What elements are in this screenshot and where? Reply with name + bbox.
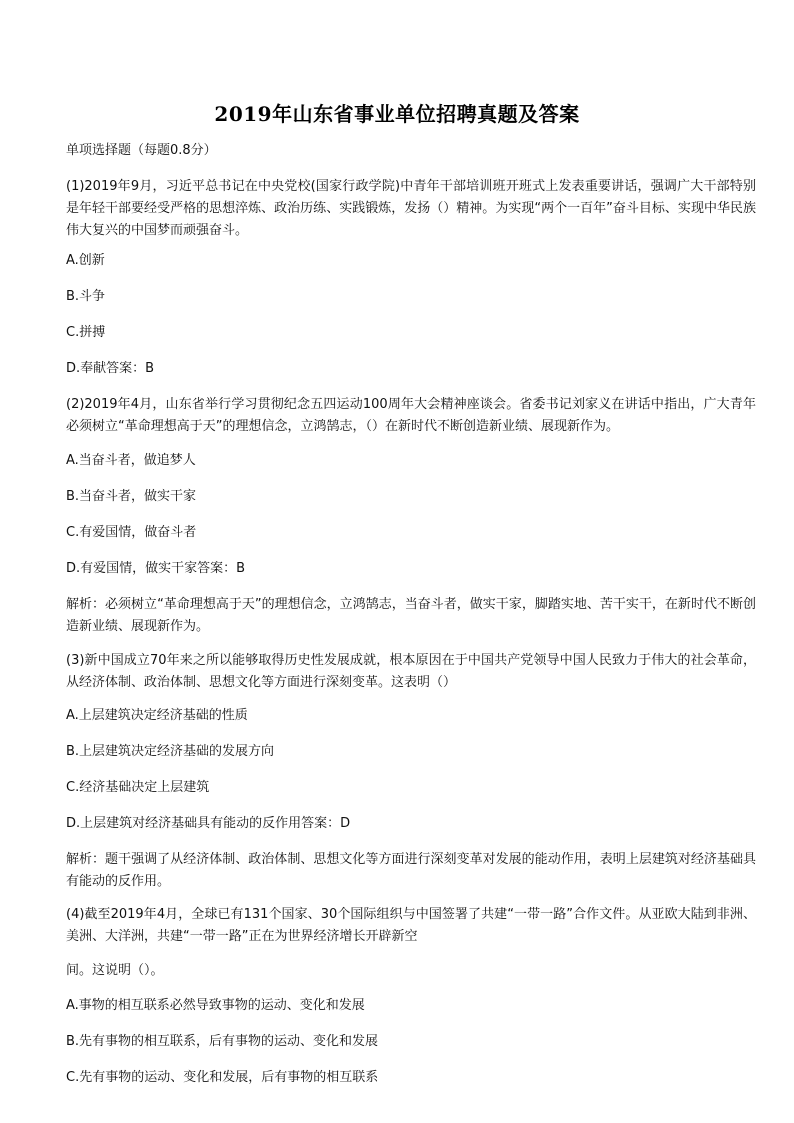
- question-2-stem: (2)2019年4月，山东省举行学习贯彻纪念五四运动100周年大会精神座谈会。省委书记刘家义在讲话中指出，广大青年必须树立“革命理想高于天”的理想信念，立鸿鹄志，（）在新时代不断创造新业绩、展现新作为。: [66, 397, 756, 434]
- question-3-stem: (3)新中国成立70年来之所以能够取得历史性发展成就，根本原因在于中国共产党领导中国人民致力于伟大的社会革命，从经济体制、政治体制、思想文化等方面进行深刻变革。这表明（）: [66, 653, 756, 690]
- question-2-option-a: A.当奋斗者，做追梦人: [66, 453, 196, 468]
- question-2-option-b: B.当奋斗者，做实干家: [66, 489, 197, 504]
- question-3-option-d-answer: D.上层建筑对经济基础具有能动的反作用答案：D: [66, 816, 351, 831]
- question-2-analysis: 解析：必须树立“革命理想高于天”的理想信念，立鸿鹄志，当奋斗者，做实干家，脚踏实地、苦干实干，在新时代不断创造新业绩、展现新作为。: [66, 597, 756, 634]
- question-3-option-a: A.上层建筑决定经济基础的性质: [66, 708, 248, 723]
- question-4-option-b: B.先有事物的相互联系，后有事物的运动、变化和发展: [66, 1034, 379, 1049]
- question-3-analysis: 解析：题干强调了从经济体制、政治体制、思想文化等方面进行深刻变革对发展的能动作用，表明上层建筑对经济基础具有能动的反作用。: [66, 852, 756, 889]
- question-2-option-c: C.有爱国情，做奋斗者: [66, 525, 197, 540]
- question-4-option-a: A.事物的相互联系必然导致事物的运动、变化和发展: [66, 998, 365, 1013]
- section-heading: 单项选择题（每题0.8分）: [66, 143, 217, 158]
- question-1-option-a: A.创新: [66, 253, 105, 268]
- question-3-option-c: C.经济基础决定上层建筑: [66, 780, 210, 795]
- question-4-stem: (4)截至2019年4月，全球已有131个国家、30个国际组织与中国签署了共建“一带一路”合作文件。从亚欧大陆到非洲、美洲、大洋洲，共建“一带一路”正在为世界经济增长开辟新空: [66, 907, 756, 944]
- question-1-option-d-answer: D.奉献答案：B: [66, 361, 155, 376]
- question-4-stem-continued: 间。这说明（）。: [66, 963, 164, 978]
- question-1-stem: (1)2019年9月，习近平总书记在中央党校(国家行政学院)中青年干部培训班开班式上发表重要讲话，强调广大干部特别是年轻干部要经受严格的思想淬炼、政治历练、实践锻炼，发扬（）精神。为实现“两个一百年”奋斗目标、实现中华民族伟大复兴的中国梦而顽强奋斗。: [66, 179, 756, 238]
- question-1-option-b: B.斗争: [66, 289, 106, 304]
- question-1-option-c: C.拼搏: [66, 325, 106, 340]
- document-title: 2019年山东省事业单位招聘真题及答案: [214, 102, 580, 126]
- question-2-option-d-answer: D.有爱国情，做实干家答案：B: [66, 561, 246, 576]
- question-3-option-b: B.上层建筑决定经济基础的发展方向: [66, 744, 275, 759]
- question-4-option-c: C.先有事物的运动、变化和发展，后有事物的相互联系: [66, 1070, 379, 1085]
